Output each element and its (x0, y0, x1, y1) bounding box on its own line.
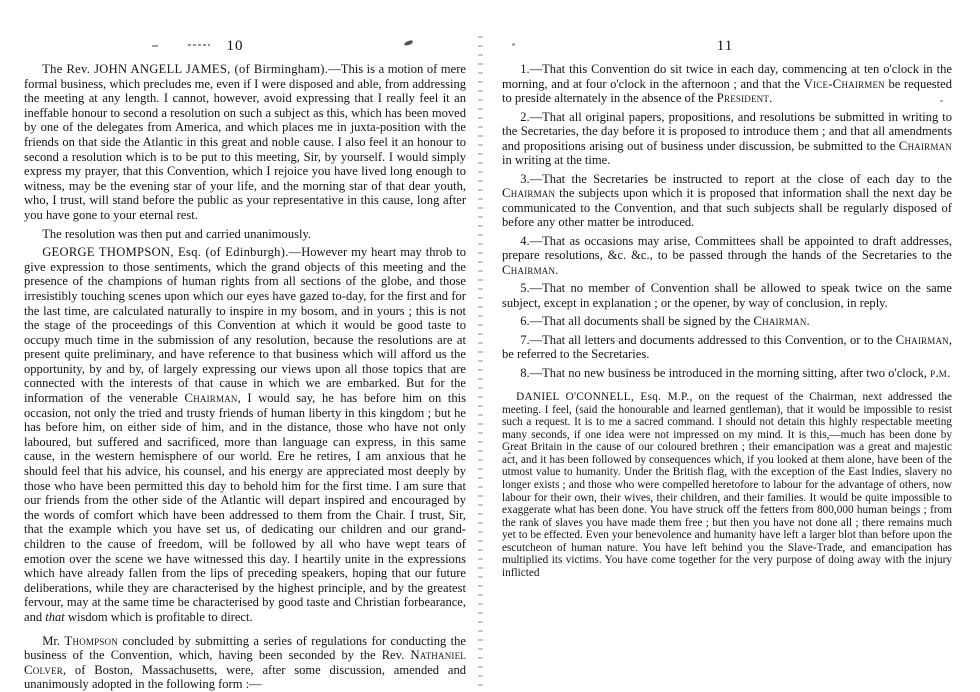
left-column (24, 62, 466, 692)
rule-item-1: 1.—That this Convention do sit twice in each day, commencing at ten o'clock in the morning, and at four o'clock in the afternoon ; and that the Vice-Chairmen be requested to preside alternately in the absence of the President. (502, 62, 952, 106)
rule-item-3: 3.—That the Secretaries be instructed to report at the close of each day to the Chairman the subjects upon which it is proposed that information shall the next day be communicated to the Convention, and that such subjects shall be regularly disposed of before any other matter be introduced. (502, 171, 952, 230)
rule-item-6: 6.—That all documents shall be signed by the Chairman. (520, 313, 810, 329)
right-column (502, 62, 952, 579)
paragraph-resolution-carried: The resolution was then put and carried unanimously. (42, 226, 312, 241)
paragraph-thompson-speech: GEORGE THOMPSON, Esq. (of Edinburgh).—However my heart may throb to give expression to those sentiments, which the grand objects of this meeting and the presence of the champions of human rights from all sections of the globe, and those irresistibly touching scenes upon which our eyes have gazed to-day, for the first and for the last time, are calculated naturally to inspire in my bosom, and in yours ; this is not the stage of the proceedings of this Convention at which it would be good taste to occupy much time in the submission of any resolution, because the resolutions are at present quite preliminary, and have reference to that business which will afford us the opportunity, by and by, of largely expressing our views upon all those topics that are connected with the interests of that cause in which we are embarked. But for the information of the venerable Chairman, I would say, he has before him on this occasion, not only the tried and trusty friends of human liberty in this kingdom ; but he has before him, on either side of him, and in the distance, those who have not only laboured, but suffered and sacrificed, more than language can express, in this same cause, in the western hemisphere of our world. Ere he retires, I am anxious that he should feel that his advice, his counsel, and his energy are appreciated most deeply by those who have been permitted this day to behold him for the first time. I am sure that our friends from the other side of the Atlantic will depart inspired and encouraged by the words of comfort which have been addressed to them from the Chair. I trust, Sir, that the example which you have set us, of dedicating our children and our grand-children to the cause of freedom, will be followed by all who have wept tears of emotion over the scene we have witnessed this day. I heartily unite in the expressions which have already fallen from the lips of preceding speakers, hoping that our future deliberations, while they are characterised by the highest principle, and by the greatest fervour, may at the same time be characterised by good taste and Christian forbearance, and that wisdom which is profitable to direct. (24, 245, 467, 624)
rule-item-7: 7.—That all letters and documents addressed to this Convention, or to the Chairman, be referred to the Secretaries. (502, 331, 952, 362)
paragraph-james-speech: The Rev. JOHN ANGELL JAMES, (of Birmingham).—This is a motion of mere formal business, which precludes me, even if I were disposed and able, from addressing the meeting at any length. I cannot, however, avoid expressing that I really feel it an ineffable honour to second a resolution on such a subject as this, which has been moved by one of the delegates from America, and which places me in juxta-position with the friends on that side the Atlantic in this great and noble cause. I also feel it an honour to second a resolution which is to be put to this meeting, Sir, by yourself. I would simply express my prayer, that this Convention, which I rejoice you have lived long enough to witness, may be the evening star of your life, and the morning star of that dear youth, who, I trust, will stand before the public as your representative in this cause, long after you have gone to your eternal rest. (24, 62, 466, 222)
convention-rules-list (502, 62, 952, 380)
gutter-scan-artifact (478, 36, 483, 686)
page-number-right: 11 (716, 38, 734, 54)
paragraph-thompson-regulations: Mr. Thompson concluded by submitting a series of regulations for conducting the business of the Convention, which, having been seconded by the Rev. Nathaniel Colver, of Boston, Massachusetts, were, after some discussion, amended and unanimously adopted in the following form :— (24, 632, 467, 692)
oconnell-speech-block (502, 391, 952, 579)
paragraph-oconnell-speech: DANIEL O'CONNELL, Esq. M.P., on the request of the Chairman, next addressed the meeting. I feel, (said the honourable and learned gentleman), that it would be impossible to resist such a request. It is to me a sacred command. I should not detain this highly respectable meeting many seconds, if one idea were not impressed on my mind. It is this,—much has been done by Great Britain in the cause of our coloured brethren ; their emancipation was a great and majestic act, and it has been followed by consequences which, if you looked at them alone, have been of the utmost value to humanity. Under the British flag, with the exception of the East Indies, slavery no longer exists ; and those who were compelled heretofore to labour for the advantage of others, now labour for their own, their wives, their children, and their families. It would be quite impossible to exaggerate what has been done. You have struck off the fetters from 800,000 human beings ; from the rank of slaves you have made them free ; but then you have not done all ; there remains much yet to be effected. Even your benevolence and humanity have left a larger blot than before upon the escutcheon of human nature. You have left behind you the Slave-Trade, and emancipation has multiplied its victims. You have come together for the very purpose of doing away with the injury inflicted (502, 391, 952, 579)
rule-item-4: 4.—That as occasions may arise, Committees shall be appointed to draft addresses, prepare resolutions, &c. &c., to be passed through the hands of the Secretaries to the Chairman. (502, 233, 952, 277)
rule-item-8: 8.—That no new business be introduced in the morning sitting, after two o'clock, p.m. (520, 364, 951, 380)
rule-item-5: 5.—That no member of Convention shall be allowed to speak twice on the same subject, except in explanation ; or the opener, by way of conclusion, in reply. (502, 281, 952, 310)
rule-item-2: 2.—That all original papers, propositions, and resolutions be submitted in writing to the Secretaries, the day before it is proposed to introduce them ; and that all amendments and propositions arising out of business under discussion, be submitted to the Chairman in writing at the time. (502, 109, 952, 168)
page-number-left: 10 (226, 38, 244, 54)
